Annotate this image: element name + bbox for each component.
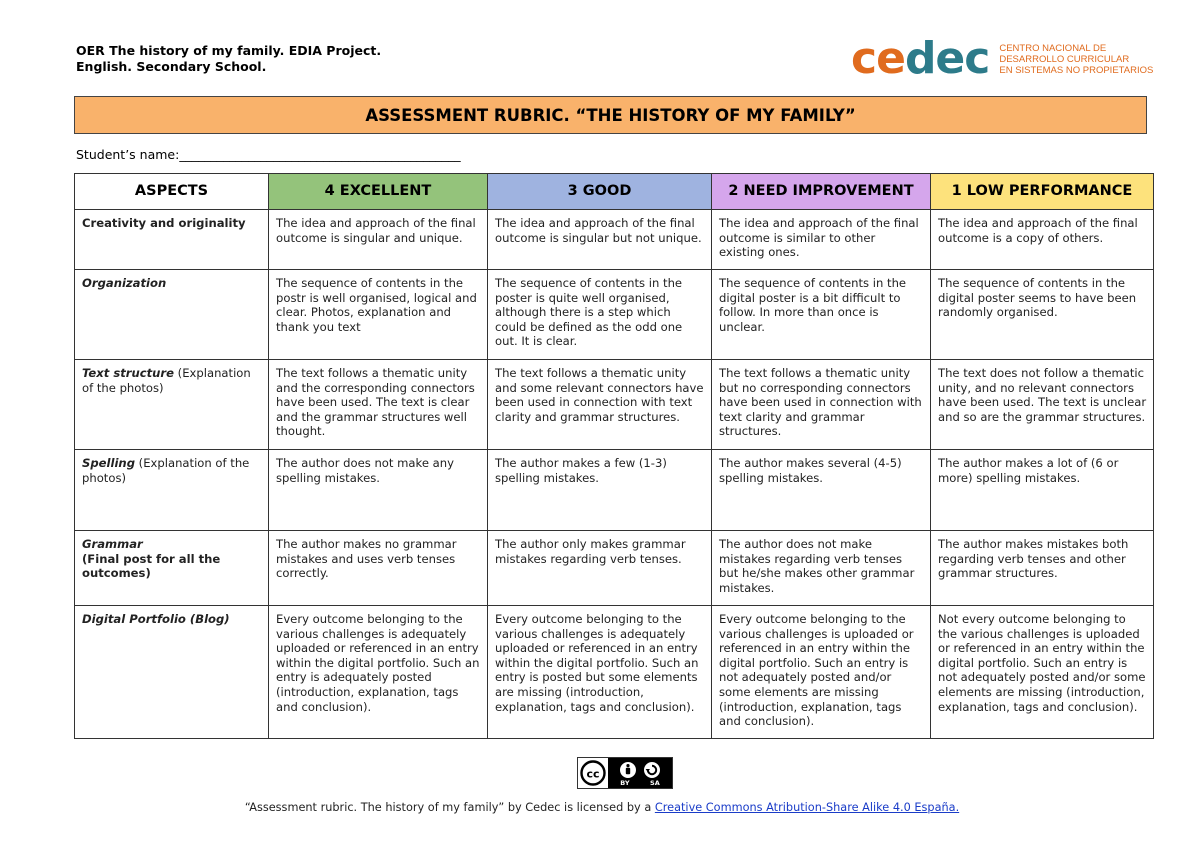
cell-excellent: The idea and approach of the final outcome is singular and unique. — [269, 210, 488, 270]
cell-good: The author makes a few (1-3) spelling mistakes. — [488, 450, 712, 531]
aspect-grammar: Grammar (Final post for all the outcomes) — [75, 531, 269, 606]
cell-need: Every outcome belonging to the various challenges is uploaded or referenced in an entry within the digital portfolio. Such an entry is not adequately posted and/or some elements are missing (introduction, explanation, tags and conclusion). — [712, 606, 931, 739]
cc-icon — [578, 758, 608, 788]
table-row — [75, 210, 1154, 270]
logo-wordmark: cedec — [851, 33, 990, 84]
cell-good: The sequence of contents in the poster is quite well organised, although there is a step which could be defined as the odd one out. It is clear. — [488, 270, 712, 360]
document-header — [76, 43, 381, 75]
cell-low: The text does not follow a thematic unity, and no relevant connectors have been used. The text is unclear and so are the grammar structures. — [931, 360, 1154, 450]
cell-need: The idea and approach of the final outcome is similar to other existing ones. — [712, 210, 931, 270]
cc-by-sa-badge[interactable] — [577, 757, 673, 789]
student-name-line: Student’s name:_____________________________________________ — [76, 147, 461, 162]
cell-need: The sequence of contents in the digital poster is a bit difficult to follow. In more than once is unclear. — [712, 270, 931, 360]
table-row — [75, 606, 1154, 739]
cell-good: The author only makes grammar mistakes regarding verb tenses. — [488, 531, 712, 606]
aspect-creativity: Creativity and originality — [75, 210, 269, 270]
table-header-row — [75, 174, 1154, 210]
rubric-title-banner: ASSESSMENT RUBRIC. “THE HISTORY OF MY FAMILY” — [74, 96, 1147, 134]
cell-good: The text follows a thematic unity and some relevant connectors have been used in connection with text clarity and grammar structures. — [488, 360, 712, 450]
svg-text:cc: cc — [586, 767, 600, 781]
table-row — [75, 270, 1154, 360]
license-text: “Assessment rubric. The history of my family” by Cedec is licensed by a — [244, 801, 655, 814]
cell-low: Not every outcome belonging to the various challenges is uploaded or referenced in an entry within the digital portfolio. Such an entry is not adequately posted and/or some elements are missing (introduction, explanation, tags and conclusion). — [931, 606, 1154, 739]
sa-label: SA — [650, 778, 660, 787]
header-need-improvement: 2 NEED IMPROVEMENT — [712, 174, 931, 210]
table-row — [75, 360, 1154, 450]
header-good: 3 GOOD — [488, 174, 712, 210]
header-line-2: English. Secondary School. — [76, 59, 267, 74]
sa-share-alike-icon — [644, 761, 661, 778]
license-link[interactable]: Creative Commons Atribution-Share Alike 4.0 España. — [654, 801, 960, 814]
header-excellent: 4 EXCELLENT — [269, 174, 488, 210]
logo-subtitle: CENTRO NACIONAL DE DESARROLLO CURRICULAR EN SISTEMAS NO PROPIETARIOS — [999, 42, 1154, 76]
aspect-digital-portfolio: Digital Portfolio (Blog) — [75, 606, 269, 739]
cell-excellent: The sequence of contents in the postr is well organised, logical and clear. Photos, explanation and thank you text — [269, 270, 488, 360]
aspect-spelling: Spelling (Explanation of the photos) — [75, 450, 269, 531]
cell-excellent: Every outcome belonging to the various challenges is adequately uploaded or referenced in an entry within the digital portfolio. Such an entry is adequately posted (introduction, explanation, tags and conclusion). — [269, 606, 488, 739]
cell-excellent: The text follows a thematic unity and the corresponding connectors have been used. The text is clear and the grammar structures well thought. — [269, 360, 488, 450]
cedec-logo — [851, 34, 1153, 84]
header-low-performance: 1 LOW PERFORMANCE — [931, 174, 1154, 210]
cell-low: The author makes mistakes both regarding verb tenses and other grammar structures. — [931, 531, 1154, 606]
header-aspects: ASPECTS — [75, 174, 269, 210]
cell-excellent: The author makes no grammar mistakes and uses verb tenses correctly. — [269, 531, 488, 606]
license-statement — [0, 801, 1204, 814]
cell-low: The idea and approach of the final outcome is a copy of others. — [931, 210, 1154, 270]
header-line-1: OER The history of my family. EDIA Project. — [76, 43, 382, 58]
aspect-organization: Organization — [75, 270, 269, 360]
cell-need: The author makes several (4-5) spelling mistakes. — [712, 450, 931, 531]
cell-low: The sequence of contents in the digital poster seems to have been randomly organised. — [931, 270, 1154, 360]
by-label: BY — [620, 778, 630, 787]
table-row — [75, 531, 1154, 606]
aspect-text-structure: Text structure (Explanation of the photos) — [75, 360, 269, 450]
by-attribution-icon — [620, 761, 637, 778]
cell-need: The text follows a thematic unity but no corresponding connectors have been used in connection with text clarity and grammar structures. — [712, 360, 931, 450]
table-row — [75, 450, 1154, 531]
cell-good: The idea and approach of the final outcome is singular but not unique. — [488, 210, 712, 270]
cell-excellent: The author does not make any spelling mistakes. — [269, 450, 488, 531]
rubric-table — [74, 173, 1154, 739]
cell-good: Every outcome belonging to the various challenges is adequately uploaded or referenced in an entry within the digital portfolio. Such an entry is posted but some elements are missing (introduction, explanation, tags and conclusion). — [488, 606, 712, 739]
cell-low: The author makes a lot of (6 or more) spelling mistakes. — [931, 450, 1154, 531]
cell-need: The author does not make mistakes regarding verb tenses but he/she makes other grammar mistakes. — [712, 531, 931, 606]
